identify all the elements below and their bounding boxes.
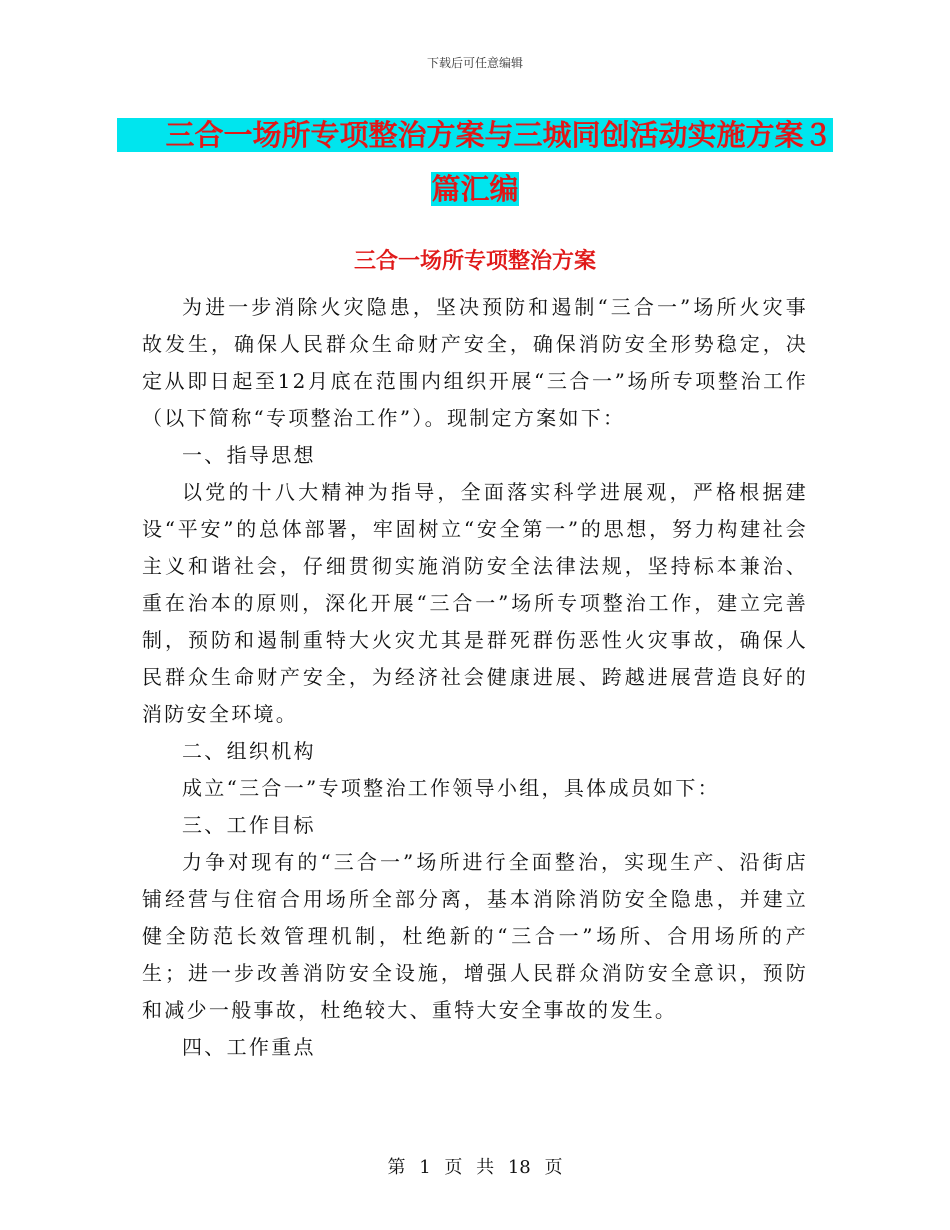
heading-work-focus: 四、工作重点 — [182, 1035, 316, 1059]
document-title — [0, 108, 950, 216]
document-title-line-2: 篇汇编 — [431, 172, 519, 206]
heading-work-goals: 三、工作目标 — [182, 813, 316, 837]
organization-paragraph: 成立“三合一”专项整治工作领导小组，具体成员如下： — [182, 776, 720, 800]
page-header-note: 下载后可任意编辑 — [426, 56, 523, 70]
work-goals-paragraph: 力争对现有的“三合一”场所进行全面整治，实现生产、沿街店铺经营与住宿合用场所全部分离，基本消除消防安全隐患，并建立健全防范长效管理机制，杜绝新的“三合一”场所、合用场所的产生；进一步改善消防安全设施，增强人民群众消防安全意识，预防和减少一般事故，杜绝较大、重特大安全事故的发生。 — [142, 850, 808, 1022]
page-number-footer: 第 1 页 共 18 页 — [387, 1157, 563, 1178]
guiding-ideology-paragraph: 以党的十八大精神为指导，全面落实科学进展观，严格根据建设“平安”的总体部署，牢固树立“安全第一”的思想，努力构建社会主义和谐社会，仔细贯彻实施消防安全法律法规，坚持标本兼治、重在治本的原则，深化开展“三合一”场所专项整治工作，建立完善制，预防和遏制重特大火灾尤其是群死群伤恶性火灾事故，确保人民群众生命财产安全，为经济社会健康进展、跨越进展营造良好的消防安全环境。 — [142, 480, 808, 726]
heading-guiding-ideology: 一、指导思想 — [182, 443, 316, 467]
section-title: 三合一场所专项整治方案 — [353, 248, 596, 274]
heading-organization: 二、组织机构 — [182, 739, 316, 763]
document-title-line-1: 三合一场所专项整治方案与三城同创活动实施方案３ — [117, 118, 832, 152]
document-body — [142, 289, 808, 1066]
intro-paragraph: 为进一步消除火灾隐患，坚决预防和遏制“三合一”场所火灾事故发生，确保人民群众生命财产安全，确保消防安全形势稳定，决定从即日起至12月底在范围内组织开展“三合一”场所专项整治工作（以下简称“专项整治工作”）。现制定方案如下： — [142, 295, 808, 430]
